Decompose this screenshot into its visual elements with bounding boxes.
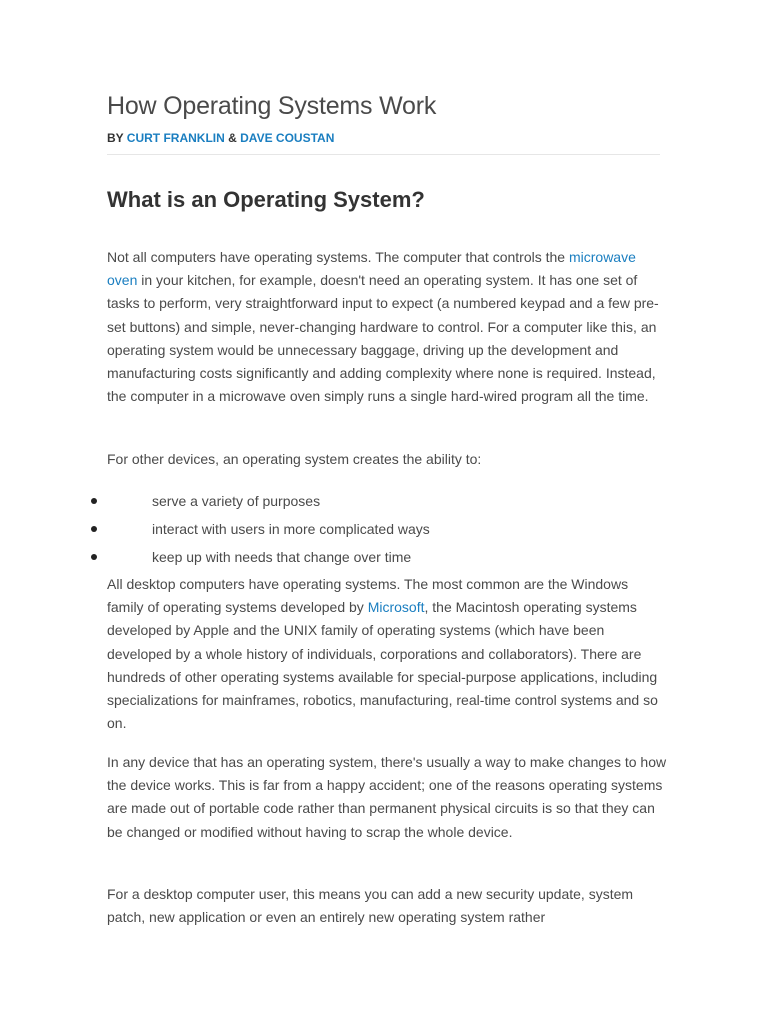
byline [107, 131, 334, 145]
paragraph-device-changes: In any device that has an operating system, there's usually a way to make changes to how the device works. This is far from a happy accident; one of the reasons operating systems are made out of portable code rather than permanent physical circuits is so that they can be changed or modified without having to scrap the whole device. [107, 754, 667, 840]
microwave-oven-link[interactable]: microwave oven [107, 249, 636, 289]
paragraph-other-devices: For other devices, an operating system creates the ability to: [107, 451, 482, 467]
header-divider [107, 154, 660, 155]
paragraph-text: Not all computers have operating systems. The computer that controls the [107, 249, 569, 265]
list-item-text: serve a variety of purposes [152, 493, 321, 509]
paragraph-desktop-user: For a desktop computer user, this means you can add a new security update, system patch, new application or even an entirely new operating system rather [107, 886, 634, 926]
bullet-icon [91, 554, 97, 560]
list-item [0, 546, 768, 570]
bullet-icon [91, 498, 97, 504]
paragraph-text: in your kitchen, for example, doesn't need an operating system. It has one set of tasks to perform, very straightforward input to expect (a numbered keypad and a few pre-set buttons) and simple, never-changing hardware to control. For a computer like this, an operating system would be unnecessary baggage, driving up the development and manufacturing costs significantly and adding complexity where none is required. Instead, the computer in a microwave oven simply runs a single hard-wired program all the time. [107, 272, 659, 405]
byline-prefix: BY [107, 131, 127, 145]
list-item-text: keep up with needs that change over time [152, 549, 412, 565]
author-link-curt-franklin[interactable]: CURT FRANKLIN [126, 131, 225, 145]
paragraph-text: All desktop computers have operating systems. The most common are the Windows family of operating systems developed by [107, 576, 629, 616]
section-heading: What is an Operating System? [107, 187, 425, 212]
list-item [0, 490, 768, 514]
author-link-dave-coustan[interactable]: DAVE COUSTAN [240, 131, 335, 145]
bullet-icon [91, 526, 97, 532]
byline-separator: & [224, 131, 241, 145]
list-item [0, 518, 768, 542]
microsoft-link[interactable]: Microsoft [367, 599, 425, 616]
paragraph-desktop-os [107, 573, 667, 735]
article-title: How Operating Systems Work [107, 92, 437, 120]
list-item-text: interact with users in more complicated ways [152, 521, 430, 537]
paragraph-text: , the Macintosh operating systems developed by Apple and the UNIX family of operating systems (which have been developed by a whole history of individuals, corporations and collaborators). There are hundreds of other operating systems available for special-purpose applications, including specializations for mainframes, robotics, manufacturing, real-time control systems and so on. [107, 599, 658, 732]
paragraph-intro [107, 246, 667, 408]
